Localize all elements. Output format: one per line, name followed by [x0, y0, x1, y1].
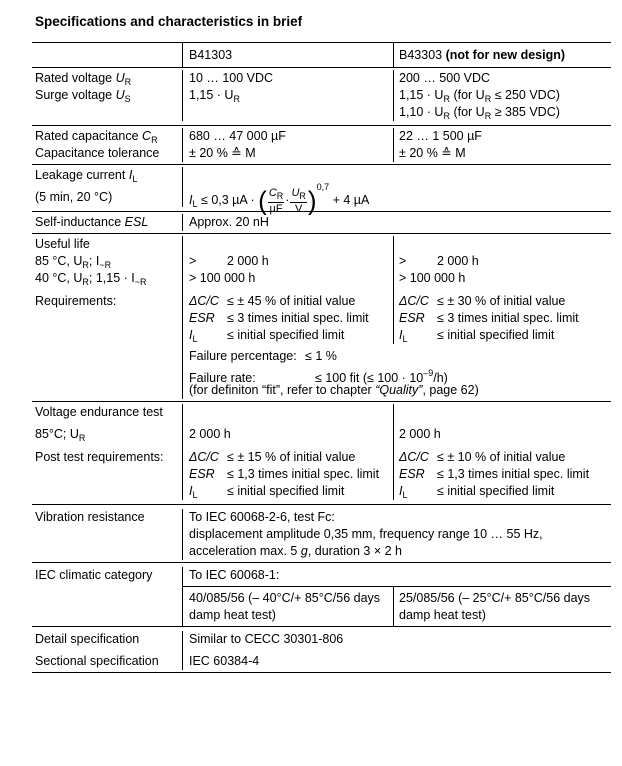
requirements-label: Requirements:: [35, 294, 117, 308]
climatic-b43303-1: 25/085/56 (– 25°C/+ 85°C/56 days: [399, 591, 591, 605]
rated-voltage-b41303: 10 … 100 VDC: [189, 71, 274, 85]
endurance-row: [32, 402, 611, 505]
spec-table: [32, 42, 611, 673]
page-title: Specifications and characteristics in brief: [35, 14, 303, 29]
detail-spec-value: Similar to CECC 30301-806: [189, 632, 344, 646]
rated-voltage-b43303: 200 … 500 VDC: [399, 71, 491, 85]
useful-life-cond-85: 85 °C, $U_R$; $I_{\sim R}$: [35, 254, 112, 270]
vibration-label: Vibration resistance: [35, 510, 145, 524]
rated-capacitance-b43303: 22 … 1 500 µF: [399, 129, 482, 143]
table-header-row: [32, 43, 611, 68]
vibration-line-2: displacement amplitude 0,35 mm, frequency range 10 … 55 Hz,: [189, 527, 543, 541]
detail-spec-label: Detail specification: [35, 632, 140, 646]
capacitance-row: [32, 126, 611, 165]
useful-life-b41303-85: > 2 000 h: [189, 254, 269, 268]
specification-row: [32, 627, 611, 673]
inductance-label: Self-inductance ESL: [35, 215, 149, 229]
capacitance-tolerance-b41303: ± 20 % ≙ M: [189, 146, 256, 160]
surge-voltage-b43303-1: $1,15 \cdot U_R$ (for $U_R \le 250$ VDC): [399, 88, 560, 104]
b41303-req-capacitance: ΔC/C ≤ ± 45 % of initial value: [189, 294, 356, 308]
endurance-b41303: 2 000 h: [189, 427, 231, 441]
post-test-label: Post test requirements:: [35, 450, 164, 464]
failure-percentage: Failure percentage: ≤ 1 %: [189, 349, 337, 363]
capacitance-tolerance-label: Capacitance tolerance: [35, 146, 160, 160]
rated-voltage-label: Rated voltage $U_R$: [35, 71, 132, 87]
rated-capacitance-b41303: 680 … 47 000 µF: [189, 129, 286, 143]
climatic-b43303-2: damp heat test): [399, 608, 486, 622]
climatic-b41303-1: 40/085/56 (– 40°C/+ 85°C/56 days: [189, 591, 381, 605]
surge-voltage-b43303-2: $1,10 \cdot U_R$ (for $U_R \ge 385$ VDC): [399, 105, 560, 121]
leakage-label: Leakage current $I_L$: [35, 168, 138, 184]
leakage-formula: $I_L \le 0,3$ µA · ( $\frac{C_R}{\text{µF}}$ · $\frac{U_R}{V}$ )$^{0,7}$ + 4 µA: [189, 182, 370, 216]
b41303-req-leakage: $I_L$ ≤ initial specified limit: [189, 328, 345, 344]
b43303-req-esr: ESR ≤ 3 times initial spec. limit: [399, 311, 579, 325]
endurance-b43303: 2 000 h: [399, 427, 441, 441]
sectional-spec-label: Sectional specification: [35, 654, 159, 668]
endurance-label: Voltage endurance test: [35, 405, 163, 419]
useful-life-b43303-40: > 100 000 h: [399, 271, 466, 285]
inductance-value: Approx. 20 nH: [189, 215, 269, 229]
failure-rate: Failure rate: ≤ 100 fit (≤ $100 \cdot 10^{-9}/h$): [189, 368, 448, 385]
leakage-condition: (5 min, 20 °C): [35, 190, 113, 204]
b41303-post-leakage: $I_L$ ≤ initial specified limit: [189, 484, 345, 500]
b43303-post-leakage: $I_L$ ≤ initial specified limit: [399, 484, 555, 500]
b43303-post-capacitance: ΔC/C ≤ ± 10 % of initial value: [399, 450, 566, 464]
col-header-b41303: B41303: [189, 48, 233, 62]
voltage-row: [32, 68, 611, 126]
useful-life-label: Useful life: [35, 237, 90, 251]
climatic-b41303-2: damp heat test): [189, 608, 276, 622]
useful-life-cond-40: 40 °C, $U_R$; $1,15 \cdot I_{\sim R}$: [35, 271, 147, 287]
useful-life-row: [32, 234, 611, 402]
b43303-req-leakage: $I_L$ ≤ initial specified limit: [399, 328, 555, 344]
climatic-row: [32, 563, 611, 627]
b41303-req-esr: ESR ≤ 3 times initial spec. limit: [189, 311, 369, 325]
vibration-row: [32, 505, 611, 563]
b41303-post-capacitance: ΔC/C ≤ ± 15 % of initial value: [189, 450, 356, 464]
useful-life-b41303-40: > 100 000 h: [189, 271, 256, 285]
leakage-row: [32, 165, 611, 216]
b41303-post-esr: ESR ≤ 1,3 times initial spec. limit: [189, 467, 380, 481]
endurance-condition: 85°C; $U_R$: [35, 427, 86, 443]
climatic-line-1: To IEC 60068-1:: [189, 568, 280, 582]
vibration-line-3: acceleration max. 5 g, duration 3 × 2 h: [189, 544, 402, 558]
fit-note: (for definiton “fit”, refer to chapter “Quality”, page 62): [189, 383, 479, 397]
b43303-post-esr: ESR ≤ 1,3 times initial spec. limit: [399, 467, 590, 481]
b43303-req-capacitance: ΔC/C ≤ ± 30 % of initial value: [399, 294, 566, 308]
useful-life-b43303-85: > 2 000 h: [399, 254, 479, 268]
capacitance-tolerance-b43303: ± 20 % ≙ M: [399, 146, 466, 160]
surge-voltage-b41303: $1,15 \cdot U_R$: [189, 88, 240, 104]
inductance-row: [32, 212, 611, 234]
col-header-b43303: B43303 (not for new design): [399, 48, 566, 62]
rated-capacitance-label: Rated capacitance $C_R$: [35, 129, 158, 145]
vibration-line-1: To IEC 60068-2-6, test Fc:: [189, 510, 335, 524]
climatic-label: IEC climatic category: [35, 568, 153, 582]
sectional-spec-value: IEC 60384-4: [189, 654, 260, 668]
surge-voltage-label: Surge voltage $U_S$: [35, 88, 131, 104]
